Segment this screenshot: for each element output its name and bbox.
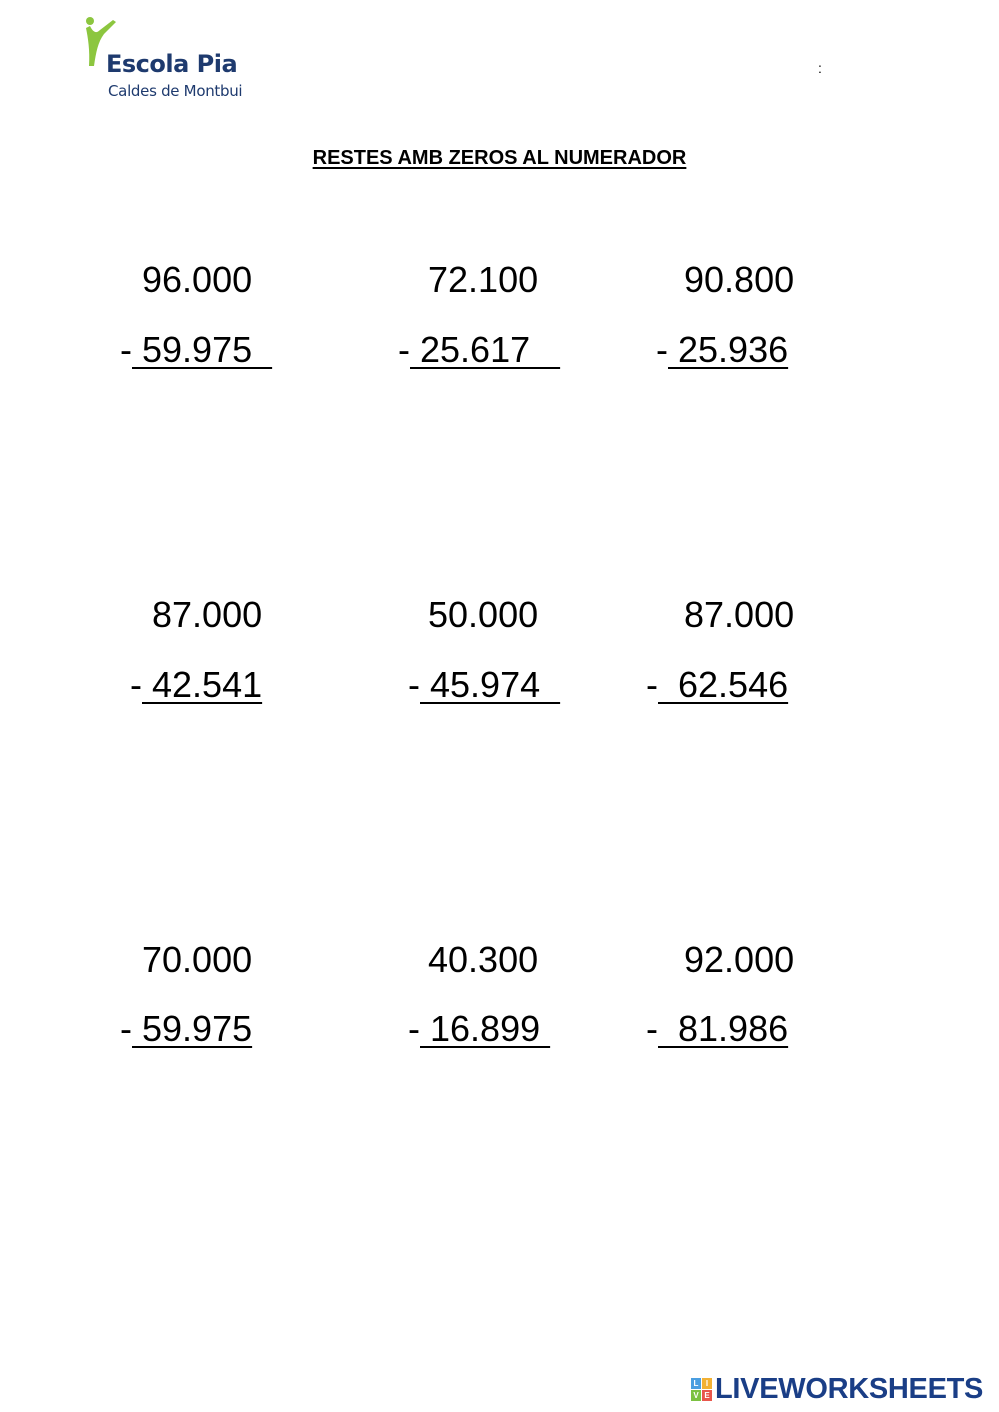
minuend-2: 72.100 bbox=[428, 259, 539, 300]
subtrahend-2: 25.617 bbox=[410, 329, 561, 370]
school-location: Caldes de Montbui bbox=[108, 82, 243, 100]
subtraction-line-1 bbox=[120, 329, 273, 370]
subtraction-line-5 bbox=[408, 664, 561, 705]
subtraction-line-9 bbox=[646, 1008, 789, 1049]
minus-sign: - bbox=[646, 664, 658, 705]
header-colon: : bbox=[818, 60, 822, 76]
subtrahend-1: 59.975 bbox=[132, 329, 273, 370]
minus-sign: - bbox=[408, 1008, 420, 1049]
minus-sign: - bbox=[398, 329, 410, 370]
page-title: RESTES AMB ZEROS AL NUMERADOR bbox=[312, 147, 687, 169]
minuend-1: 96.000 bbox=[142, 259, 253, 300]
minuend-7: 70.000 bbox=[142, 939, 253, 980]
minus-sign: - bbox=[120, 329, 132, 370]
subtraction-line-3 bbox=[656, 329, 789, 370]
liveworksheets-wordmark: LIVEWORKSHEETS bbox=[715, 1372, 984, 1405]
minus-sign: - bbox=[408, 664, 420, 705]
minus-sign: - bbox=[646, 1008, 658, 1049]
minus-sign: - bbox=[656, 329, 668, 370]
subtrahend-6: 62.546 bbox=[658, 664, 789, 705]
subtrahend-4: 42.541 bbox=[142, 664, 263, 705]
subtrahend-9: 81.986 bbox=[658, 1008, 789, 1049]
minuend-6: 87.000 bbox=[684, 594, 795, 635]
liveworksheets-brand bbox=[691, 1374, 991, 1404]
subtraction-line-2 bbox=[398, 329, 561, 370]
minuend-8: 40.300 bbox=[428, 939, 539, 980]
subtrahend-5: 45.974 bbox=[420, 664, 561, 705]
liveworksheets-logo-icon: L I V E bbox=[691, 1378, 712, 1401]
minuend-3: 90.800 bbox=[684, 259, 795, 300]
minuend-9: 92.000 bbox=[684, 939, 795, 980]
subtraction-line-8 bbox=[408, 1008, 551, 1049]
school-name: Escola Pia bbox=[106, 50, 238, 78]
minuend-4: 87.000 bbox=[152, 594, 263, 635]
minus-sign: - bbox=[120, 1008, 132, 1049]
minus-sign: - bbox=[130, 664, 142, 705]
school-logo bbox=[82, 16, 282, 106]
minuend-5: 50.000 bbox=[428, 594, 539, 635]
subtraction-line-7 bbox=[120, 1008, 253, 1049]
subtraction-line-6 bbox=[646, 664, 789, 705]
subtrahend-7: 59.975 bbox=[132, 1008, 253, 1049]
subtraction-line-4 bbox=[130, 664, 263, 705]
subtrahend-3: 25.936 bbox=[668, 329, 789, 370]
subtrahend-8: 16.899 bbox=[420, 1008, 551, 1049]
